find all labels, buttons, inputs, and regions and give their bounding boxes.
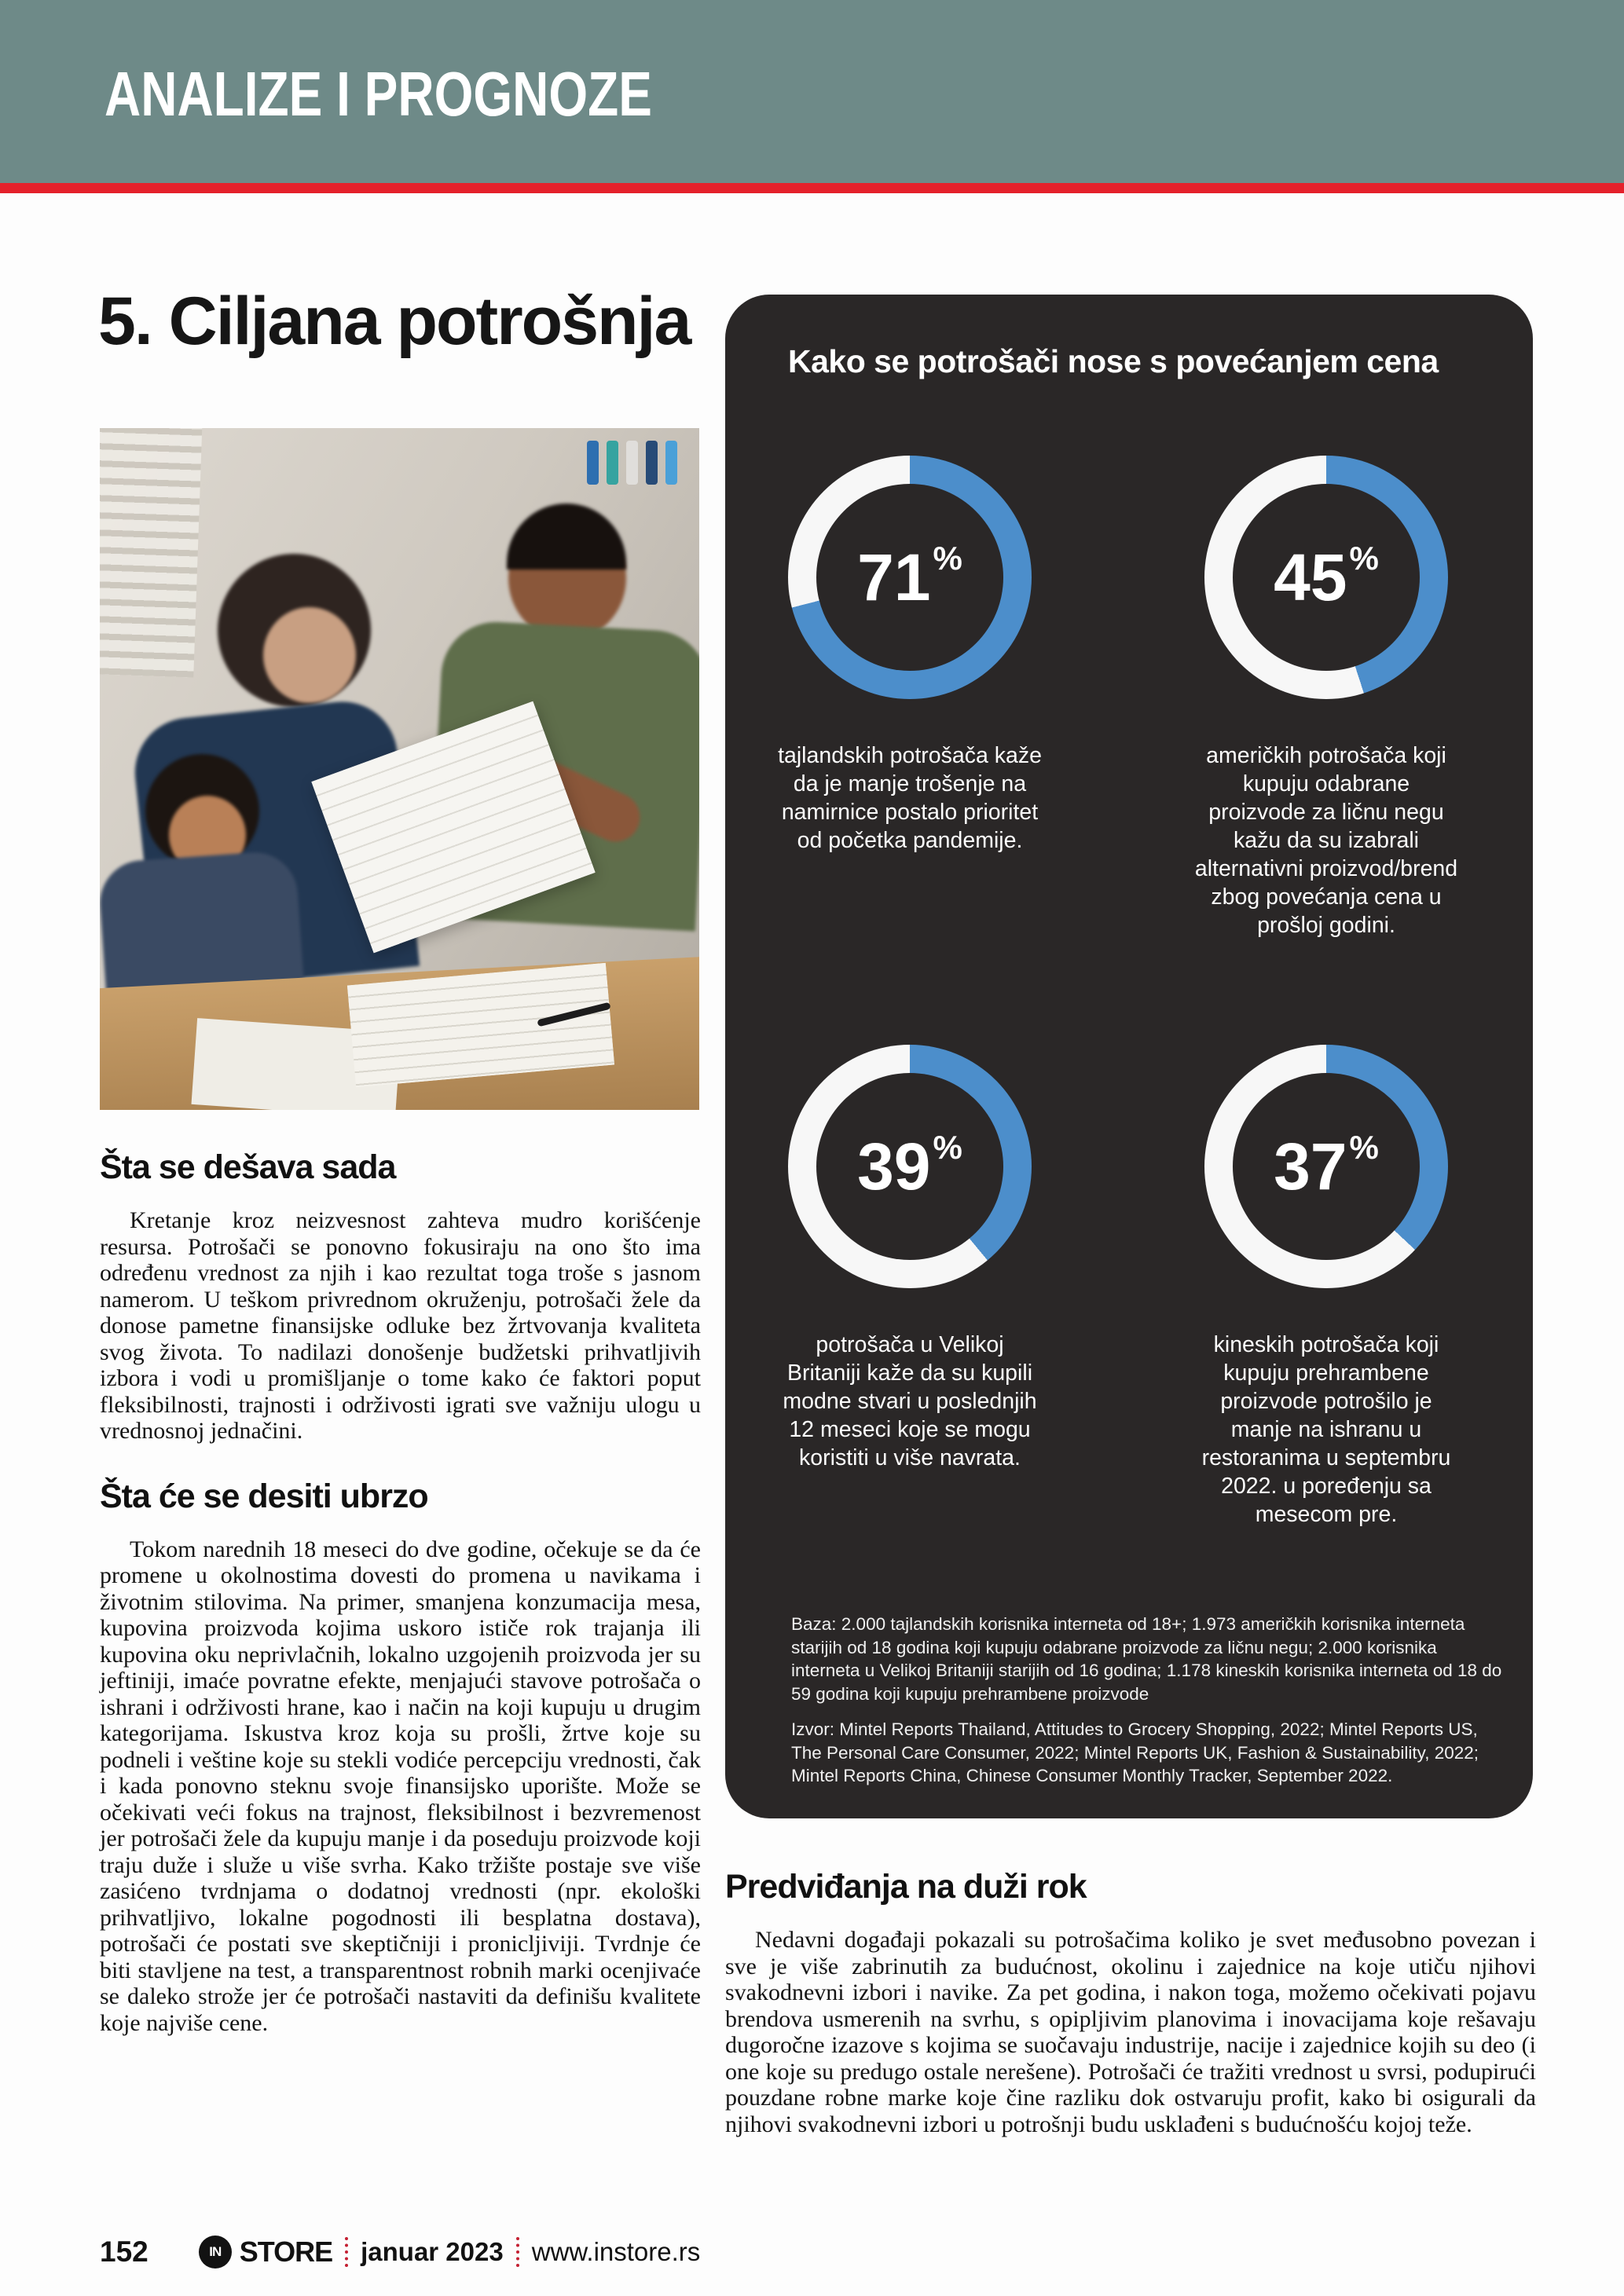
stat-value: 71 (857, 540, 931, 614)
donut-hole (816, 484, 1003, 671)
red-rule (0, 183, 1624, 193)
stat-value: 39 (857, 1130, 931, 1203)
photo-mother-face (263, 607, 356, 703)
donut-chart-37 (1204, 1045, 1448, 1288)
stat-caption: kineskih potrošača koji kupuju prehrambene proizvode potrošilo je manje na ishranu u restoranima u septembru 2022. u poređenju sa mesecom pre. (1201, 1332, 1451, 1527)
donut-hole (1233, 484, 1420, 671)
footer (100, 2236, 700, 2269)
left-column (100, 1148, 701, 2036)
source-note: Izvor: Mintel Reports Thailand, Attitudes to Grocery Shopping, 2022; Mintel Reports US, The Personal Care Consumer, 2022; Mintel Reports UK, Fashion & Sustainability, 2022; Mintel Reports China, Chinese Consumer Monthly Tracker, September 2022. (791, 1719, 1479, 1785)
donut-chart-45 (1204, 456, 1448, 699)
section-heading-now: Šta se dešava sada (100, 1148, 396, 1186)
percent-sign: % (933, 540, 962, 577)
kicker-band (0, 0, 1624, 183)
donut-chart-39 (788, 1045, 1032, 1288)
section-heading-longterm: Predviđanja na duži rok (725, 1868, 1087, 1906)
instore-logo-icon (199, 2236, 232, 2269)
dotted-divider (516, 2237, 519, 2267)
body-paragraph-longterm: Nedavni događaji pokazali su potrošačima koliko je svet međusobno povezan i sve je više zabrinutih za budućnost, okolinu i zajednice na koje utiču njihovi svakodnevni izbori i navike. Za pet godina, i nakon toga, možemo očekivati pojavu brendova usmerenih na svrhu, s opipljivim planovima i inovacijama koje rešavaju dugoročne izazove s kojima se suočavaju industrije, nacije i zajednice kojih su deo (i one koje su predugo ostale nerešene). Potrošači će tražiti vrednost u svrsi, podupirući pouzdane robne marke koje čine razliku dok ostvaruju profit, kako bi osigurali da njihovi svakodnevni izbori u potrošnji budu usklađeni s budućnošću kojoj teže. (725, 1927, 1536, 2137)
photo-window-blind (100, 428, 203, 678)
base-note: Baza: 2.000 tajlandskih korisnika interneta od 18+; 1.973 američkih korisnika interneta starijih od 18 godina koji kupuju odabrane proizvode za ličnu negu; 2.000 korisnika interneta u Velikoj Britaniji starijih od 16 godina; 1.178 kineskih korisnika interneta od 18 do 59 godina koji kupuju prehrambene proizvode (791, 1614, 1502, 1704)
infographic-title: Kako se potrošači nose s povećanjem cena (788, 343, 1439, 379)
donut-hole (816, 1073, 1003, 1260)
stat-uk (725, 1045, 1094, 1472)
percent-sign: % (1349, 1129, 1379, 1166)
section-heading-soon: Šta će se desiti ubrzo (100, 1477, 428, 1515)
percent-sign: % (933, 1129, 962, 1166)
percent-sign: % (1349, 540, 1379, 577)
stat-caption: američkih potrošača koji kupuju odabrane proizvode za ličnu negu kažu da su izabrali alternativni proizvod/brend zbog povećanja cena u prošloj godini. (1194, 743, 1458, 938)
stat-caption: tajlandskih potrošača kaže da je manje trošenje na namirnice postalo prioritet od početka pandemije. (778, 743, 1042, 853)
stat-us (1142, 456, 1511, 939)
infographic-panel (725, 295, 1533, 1818)
issue-date: januar 2023 (361, 2237, 504, 2266)
kicker (104, 58, 789, 130)
page-title: 5. Ciljana potrošnja (98, 284, 691, 359)
dotted-divider (345, 2237, 348, 2267)
stat-value: 45 (1274, 540, 1347, 614)
stat-china (1142, 1045, 1511, 1529)
photo-markers (587, 441, 677, 485)
page-number: 152 (100, 2236, 148, 2268)
stat-thailand (725, 456, 1094, 855)
right-column (725, 1868, 1536, 2137)
donut-hole (1233, 1073, 1420, 1260)
website-url: www.instore.rs (531, 2237, 701, 2266)
donut-chart-71 (788, 456, 1032, 699)
kicker-text: ANALIZE I PROGNOZE (104, 59, 652, 129)
family-photo (100, 428, 699, 1110)
stat-value: 37 (1274, 1130, 1347, 1203)
body-paragraph-now: Kretanje kroz neizvesnost zahteva mudro korišćenje resursa. Potrošači se ponovno fokusiraju na ono što ima određenu vrednost za njih i kao rezultat toga troše s jasnom namerom. U teškom privrednom okruženju, potrošači žele da donose pametne finansijske odluke bez žrtvovanja kvaliteta svog života. To nadilazi donošenje budžetski prihvatljivih izbora i vodi u promišljanje o tome kako će faktori poput fleksibilnosti, trajnosti i održivosti igrati sve važniju ulogu u vrednosnoj jednačini. (100, 1207, 701, 1444)
body-paragraph-soon: Tokom narednih 18 meseci do dve godine, očekuje se da će promene u okolnostima dovesti do promena u navikama i životnim stilovima. Na primer, smanjena konzumacija mesa, kupovina proizvoda kojima uskoro ističe rok trajanja ili kupovina oku neprivlačnih, lokalno uzgojenih proizvoda jer su jeftiniji, imaće povratne efekte, menjajući stavove potrošača o ishrani i održivosti hrane, kao i način na koji kupuju u drugim kategorijama. Iskustva kroz koja su prošli, žrtve koje su podneli i veštine koje su stekli vodiće percepciju vrednosti, čak i kada ponovno steknu svoje finansijsko uporište. Može se očekivati veći fokus na trajnost, fleksibilnost i bezvremenost jer potrošači žele da kupuju manje i da poseduju proizvode koji traju duže i služe u više svrha. Kako tržište postaje sve više zasićeno tvrdnjama o dodatnoj vrednosti (npr. ekološki prihvatljivo, lokalne pogodnosti ili besplatna dostava), potrošači će postati sve skeptičniji i pronicljiviji. Tvrdnje će biti stavljene na test, a transparentnost robnih marki ocenjivaće se daleko strože jer će potrošači nastaviti da definišu kvalitete koje najviše cene. (100, 1536, 701, 2036)
stat-caption: potrošača u Velikoj Britaniji kaže da su kupili modne stvari u poslednjih 12 meseci koje se mogu koristiti u više navrata. (783, 1332, 1037, 1470)
instore-logo-text: IN (209, 2244, 222, 2259)
brand-name: STORE (239, 2236, 333, 2268)
